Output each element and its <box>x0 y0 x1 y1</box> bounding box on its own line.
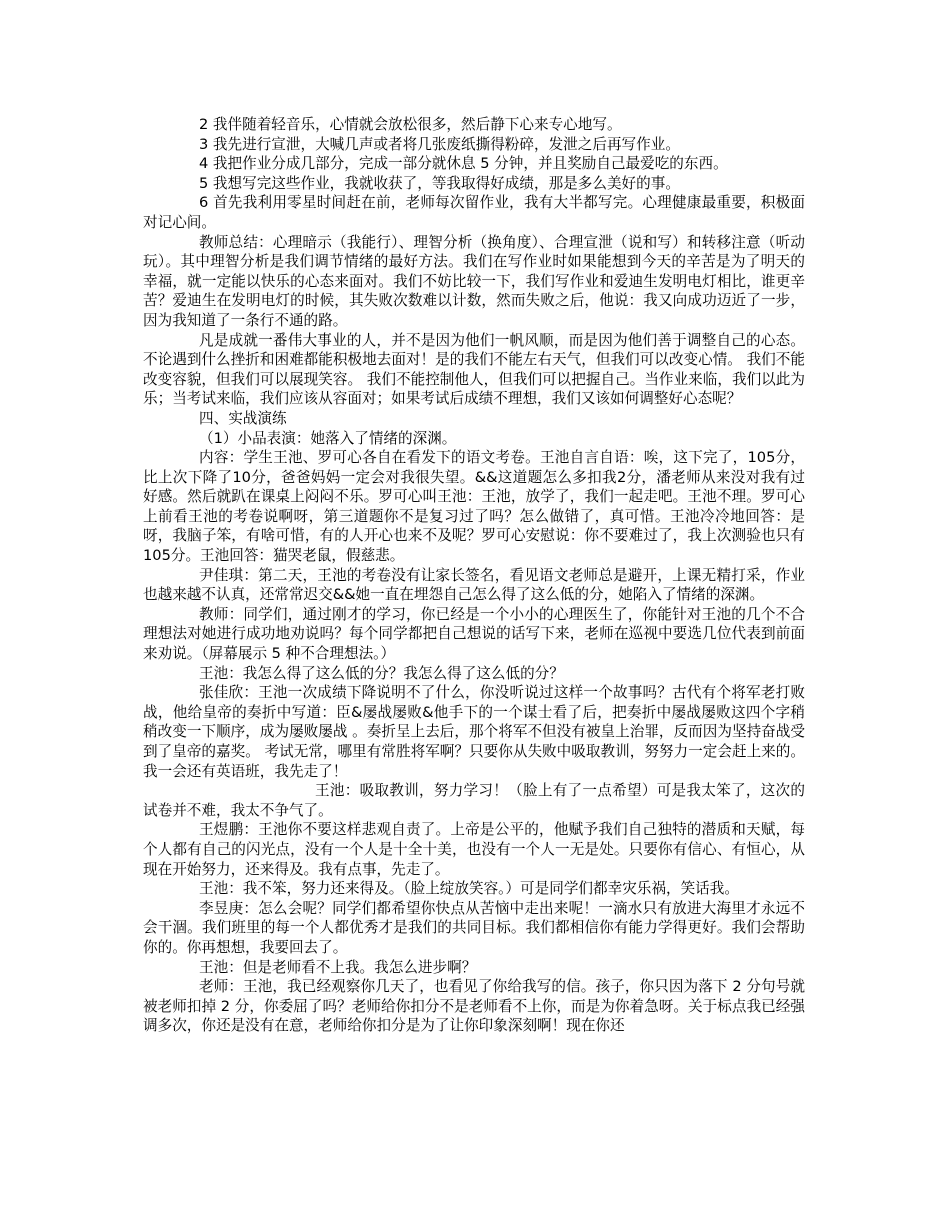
dialogue-line: 张佳欣：王池一次成绩下降说明不了什么，你没听说过这样一个故事吗？古代有个将军老打败战，他给皇帝的奏折中写道：臣&屡战屡败&他手下的一个谋士看了后，把奏折中屡战屡败这四个字稍稍改变一下顺序，成为屡败屡战 。奏折呈上去后，那个将军不但没有被皇上治罪，反而因为坚持奋战受到了皇帝的嘉奖。 考试无常，哪里有常胜将军啊？只要你从失败中吸取教训，努努力一定会赶上来的。我一会还有英语班，我先走了！ <box>143 684 805 780</box>
dialogue-line: 王煜鹏：王池你不要这样悲观自责了。上帝是公平的，他赋予我们自己独特的潜质和天赋，每个人都有自己的闪光点，没有一个人是十全十美，也没有一个人一无是处。只要你有信心、有恒心，从现在开始努力，还来得及。我有点事，先走了。 <box>143 821 805 878</box>
paragraph: 教师总结：心理暗示（我能行）、理智分析（换角度）、合理宣泄（说和写）和转移注意（听动玩）。其中理智分析是我们调节情绪的最好方法。我们在写作业时如果能想到今天的辛苦是为了明天的幸福，就一定能以快乐的心态来面对。我们不妨比较一下，我们写作业和爱迪生发明电灯相比，谁更辛苦？爱迪生在发明电灯的时候，其失败次数难以计数，然而失败之后，他说：我又向成功迈近了一步，因为我知道了一条行不通的路。 <box>143 233 805 329</box>
document-page <box>143 115 805 1036</box>
paragraph: 2 我伴随着轻音乐，心情就会放松很多，然后静下心来专心地写。 <box>199 116 622 133</box>
paragraph: 凡是成就一番伟大事业的人，并不是因为他们一帆风顺，而是因为他们善于调整自己的心态。不论遇到什么挫折和困难都能积极地去面对！是的我们不能左右天气，但我们可以改变心情。 我们不能改变容貌，但我们可以展现笑容。 我们不能控制他人，但我们可以把握自己。当作业来临，我们以此为乐；当考试来临，我们应该从容面对；如果考试后成绩不理想，我们又该如何调整好心态呢？ <box>143 331 805 408</box>
section-heading: 四、实战演练 <box>199 409 287 427</box>
dialogue-line: 王池：但是老师看不上我。我怎么进步啊？ <box>199 958 477 976</box>
dialogue-line: 老师：王池，我已经观察你几天了，也看见了你给我写的信。孩子，你只因为落下 2 分句号就被老师扣掉 2 分，你委屈了吗？老师给你扣分不是老师看不上你，而是为你着急呀。关于标点我已经强调多次，你还是没有在意，老师给你扣分是为了让你印象深刻啊！现在你还 <box>143 978 805 1035</box>
paragraph: 4 我把作业分成几部分，完成一部分就休息 5 分钟，并且奖励自己最爱吃的东西。 <box>199 155 728 173</box>
paragraph: 尹佳琪：第二天，王池的考卷没有让家长签名，看见语文老师总是避开，上课无精打采，作业也越来越不认真，还常常迟交&&她一直在埋怨自己怎么得了这么低的分，她陷入了情绪的深渊。 <box>143 566 805 604</box>
paragraph: 5 我想写完这些作业，我就收获了，等我取得好成绩，那是多么美好的事。 <box>199 174 680 192</box>
dialogue-line: 王池：我不笨，努力还来得及。（脸上绽放笑容。）可是同学们都幸灾乐祸，笑话我。 <box>199 880 739 898</box>
paragraph: 3 我先进行宣泄，大喊几声或者将几张废纸撕得粉碎，发泄之后再写作业。 <box>199 135 680 153</box>
paragraph: 教师：同学们，通过刚才的学习，你已经是一个小小的心理医生了，你能针对王池的几个不合理想法对她进行成功地劝说吗？每个同学都把自己想说的话写下来，老师在巡视中要选几位代表到前面来劝说。（屏幕展示 5 种不合理想法。） <box>143 605 805 663</box>
dialogue-line: 王池：我怎么得了这么低的分？我怎么得了这么低的分？ <box>199 664 564 682</box>
subsection-heading: （1）小品表演：她落入了情绪的深渊。 <box>199 429 457 447</box>
paragraph: 内容：学生王池、罗可心各自在看发下的语文考卷。王池自言自语：唉，这下完了，105分，比上次下降了10分，爸爸妈妈一定会对我很失望。&&这道题怎么多扣我2分，潘老师从来没对我有过好感。然后就趴在课桌上闷闷不乐。罗可心叫王池：王池，放学了，我们一起走吧。王池不理。罗可心上前看王池的考卷说啊呀，第三道题你不是复习过了吗？怎么做错了，真可惜。王池冷冷地回答：是呀，我脑子笨，有啥可惜，有的人开心也来不及呢？罗可心安慰说：你不要难过了，我上次测验也只有105分。王池回答：猫哭老鼠，假慈悲。 <box>143 449 805 565</box>
dialogue-line: 李昱庚：怎么会呢？同学们都希望你快点从苦恼中走出来呢！一滴水只有放进大海里才永远不会干涸。我们班里的每一个人都优秀才是我们的共同目标。我们都相信你有能力学得更好。我们会帮助你的。你再想想，我要回去了。 <box>143 899 805 956</box>
dialogue-line: 王池：吸取教训，努力学习！（脸上有了一点希望）可是我太笨了，这次的试卷并不难，我太不争气了。 <box>143 782 805 819</box>
paragraph: 6 首先我利用零星时间赶在前，老师每次留作业，我有大半都写完。心理健康最重要，积极面对记心间。 <box>143 194 805 231</box>
